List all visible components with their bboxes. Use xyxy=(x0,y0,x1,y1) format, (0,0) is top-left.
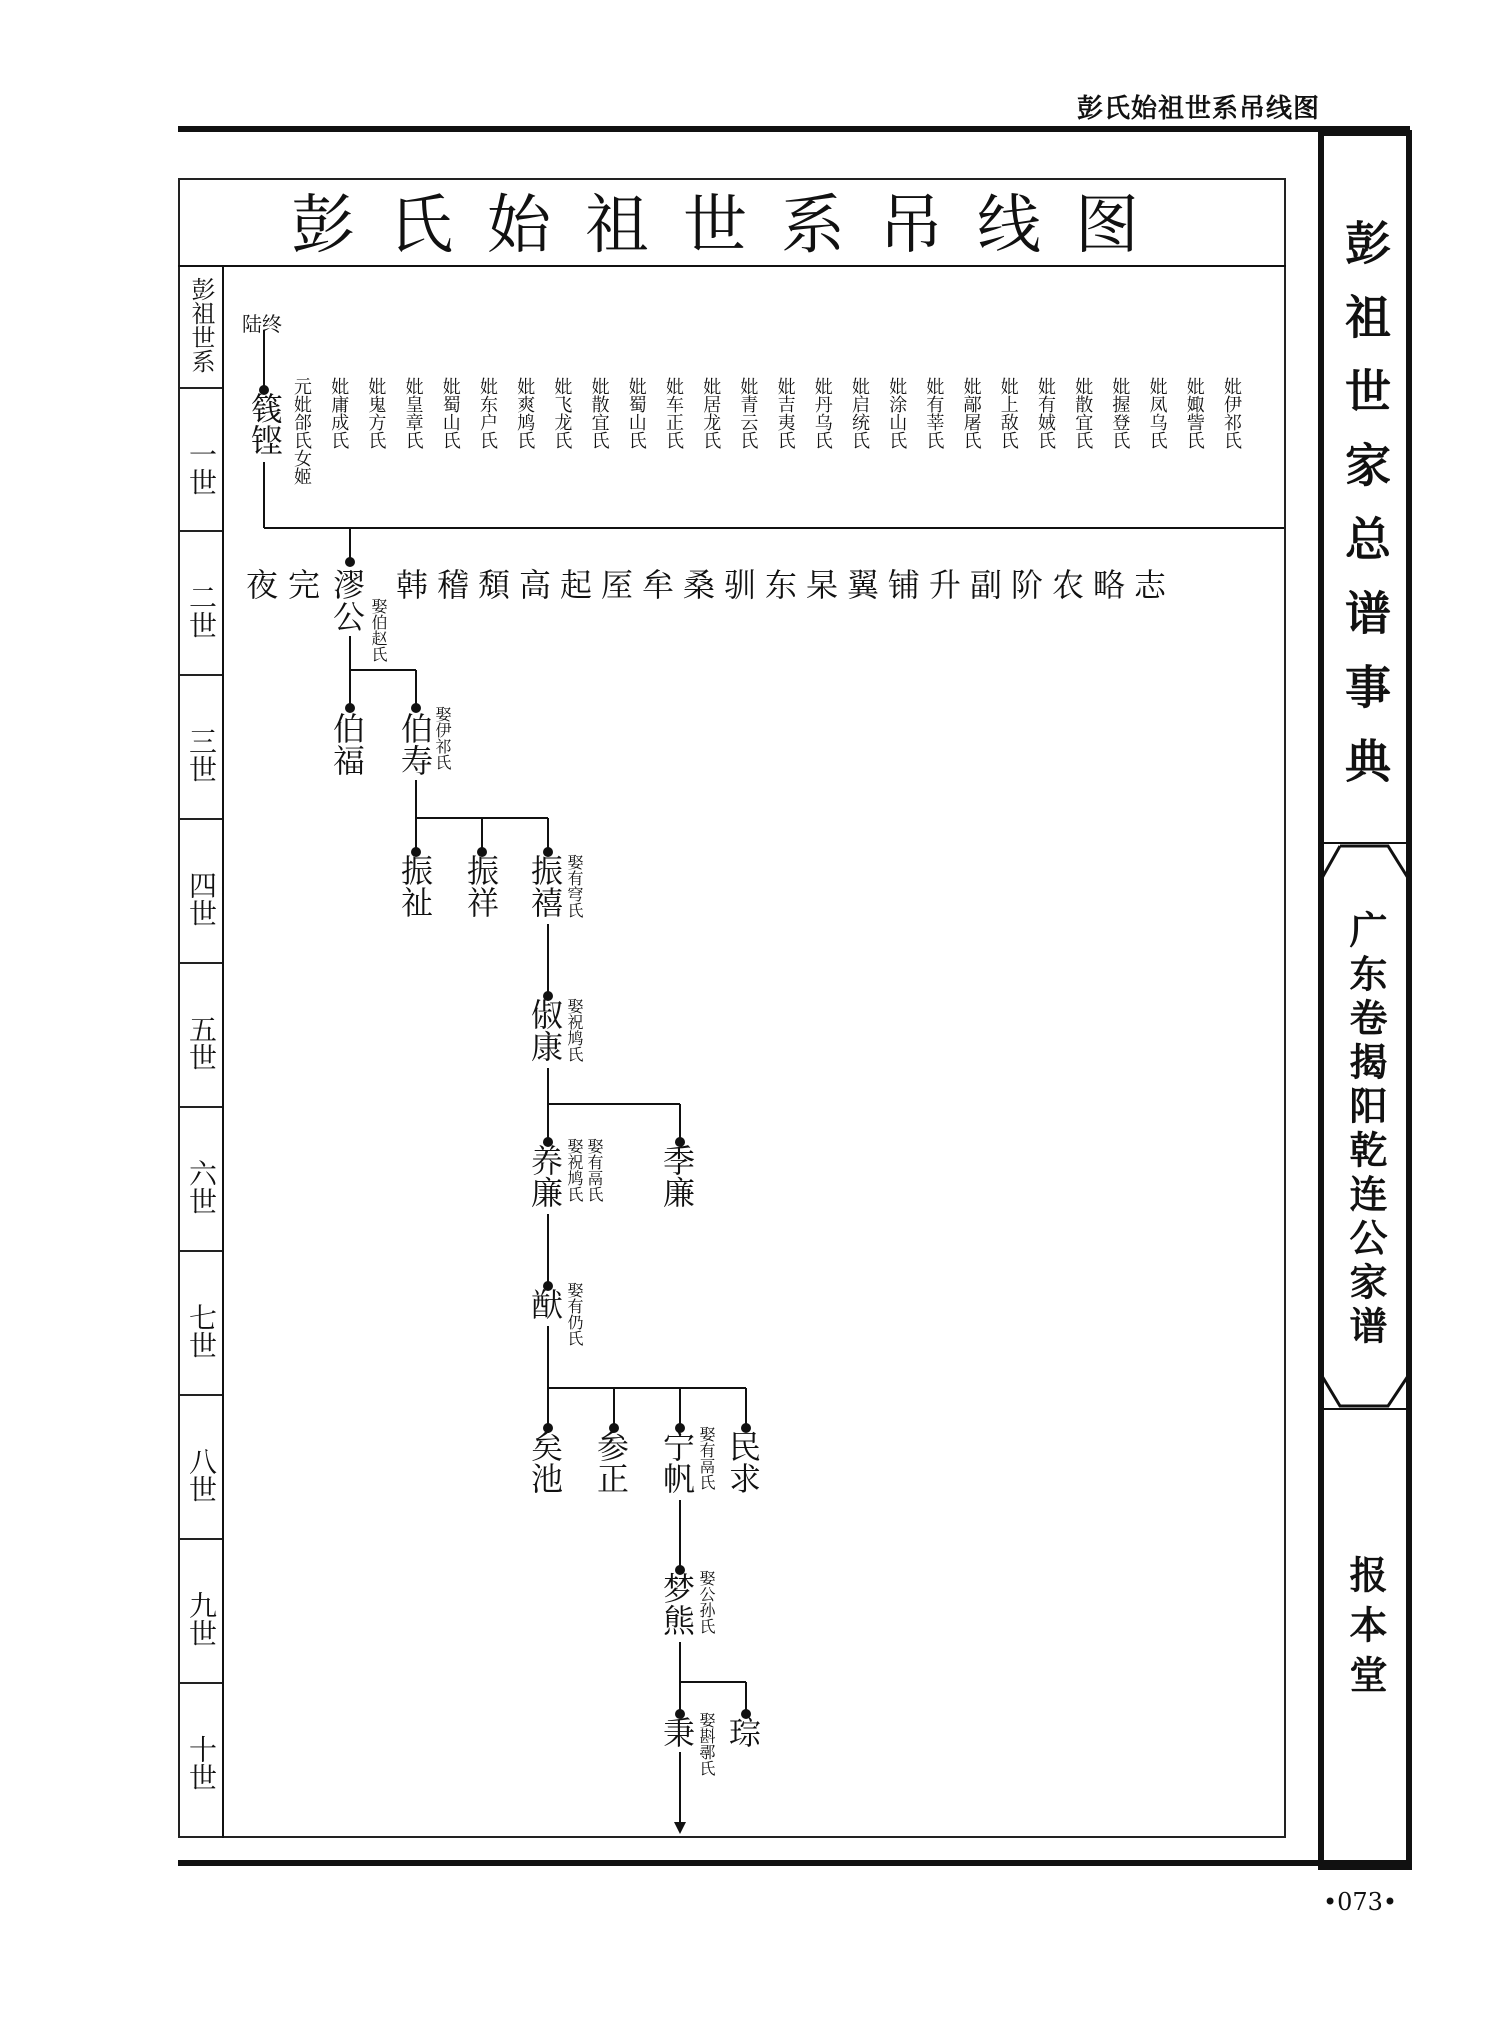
gen1-wife: 妣庸成氏 xyxy=(328,377,350,449)
generation-label-9: 九世 xyxy=(185,1591,218,1647)
gen4-person-2: 振祥 xyxy=(462,854,500,918)
gen1-wife: 妣青云氏 xyxy=(737,377,759,449)
gen5-person-1-note: 娶祝鸠氏 xyxy=(565,998,584,1062)
generation-label-2: 二世 xyxy=(185,583,218,639)
gen9-person-1-note: 娶公孙氏 xyxy=(697,1570,716,1634)
running-head: 彭氏始祖世系吊线图 xyxy=(1076,94,1320,124)
gen10-person-2: 琮 xyxy=(724,1716,762,1748)
gen2-siblings-right: 韩稽頽高起厔牟桑驯东杲翼铺升副阶农略志 xyxy=(396,566,1176,604)
generation-label-7: 七世 xyxy=(185,1303,218,1359)
gen2-main-note: 娶伯赵氏 xyxy=(369,598,388,662)
gen1-wife: 妣涂山氏 xyxy=(886,377,908,449)
gen1-wife: 妣吉夷氏 xyxy=(774,377,796,449)
gen1-wife: 元妣郃氏女姬 xyxy=(291,377,312,485)
continuation-arrowhead xyxy=(674,1822,686,1834)
gen8-person-1: 矣池 xyxy=(526,1430,564,1494)
generation-label-3: 三世 xyxy=(185,727,218,783)
gen4-person-3-note: 娶有穹氏 xyxy=(565,854,584,918)
gen1-name: 篯铿 xyxy=(246,392,284,456)
generation-label-1: 一世 xyxy=(185,440,218,496)
gen2-siblings-left: 夜完 xyxy=(246,566,331,604)
gen1-wife: 妣握登氏 xyxy=(1109,377,1131,449)
gen1-wife: 妣东户氏 xyxy=(477,377,498,449)
gen1-wife: 妣散宜氏 xyxy=(1072,377,1094,449)
gen3-person-1: 伯福 xyxy=(328,712,366,776)
gen1-wife: 妣有莘氏 xyxy=(923,377,945,449)
gen6-person-1: 养廉 xyxy=(526,1144,564,1208)
gen1-wife: 妣娵訾氏 xyxy=(1183,377,1205,449)
gen8-person-3: 宁帆 xyxy=(658,1430,696,1494)
gen1-wife: 妣鄗屠氏 xyxy=(960,377,982,449)
gen4-person-1: 振祉 xyxy=(396,854,434,918)
gen10-person-1: 秉 xyxy=(658,1716,696,1748)
side-title: 彭祖世家总谱事典 xyxy=(1338,219,1392,811)
gen1-wife: 妣飞龙氏 xyxy=(551,377,573,449)
gen1-wife: 妣鬼方氏 xyxy=(365,377,387,449)
generation-label-5: 五世 xyxy=(185,1015,218,1071)
gen1-wife: 妣皇章氏 xyxy=(402,377,424,449)
gen1-wife: 妣凤乌氏 xyxy=(1146,377,1168,449)
generation-label-10: 十世 xyxy=(185,1735,218,1791)
gen1-wife: 妣上敌氏 xyxy=(997,377,1019,449)
gen1-wife: 妣居龙氏 xyxy=(700,377,722,449)
lineage-node xyxy=(345,557,355,567)
gen7-person-1: 猷 xyxy=(526,1288,564,1320)
gen3-person-2: 伯寿 xyxy=(396,712,434,776)
gen1-wife: 妣蜀山氏 xyxy=(439,377,461,449)
chart-title: 彭氏始祖世系吊线图 xyxy=(291,189,1173,263)
gen2-main-name: 漻公 xyxy=(328,568,366,632)
page-number: •073• xyxy=(1322,1888,1398,1916)
gen1-wife: 妣伊祁氏 xyxy=(1221,377,1242,449)
gen1-wife: 妣蜀山氏 xyxy=(625,377,647,449)
gen6-person-1-note2: 娶祝鸠氏 xyxy=(565,1138,584,1202)
gen5-person-1: 俶康 xyxy=(526,998,564,1062)
generation-label-4: 四世 xyxy=(185,871,218,927)
gen1-wife: 妣爽鸠氏 xyxy=(514,377,536,449)
gen4-person-3: 振禧 xyxy=(526,854,564,918)
gen6-person-2: 季廉 xyxy=(658,1144,696,1208)
gen1-wife: 妣启统氏 xyxy=(849,377,870,449)
gen1-wife: 妣散宜氏 xyxy=(588,377,610,449)
gen9-person-1: 梦熊 xyxy=(658,1572,696,1636)
gen10-person-1-note: 娶斟鄩氏 xyxy=(697,1712,716,1776)
ancestor-name: 陆终 xyxy=(242,312,282,336)
gen8-person-4: 民求 xyxy=(724,1430,762,1494)
side-branch-title: 广东卷揭阳乾连公家谱 xyxy=(1343,910,1387,1350)
gen3-person-2-note: 娶伊祁氏 xyxy=(433,706,452,770)
side-hall-name: 报本堂 xyxy=(1343,1555,1387,1705)
generation-label-6: 六世 xyxy=(185,1159,218,1215)
gen1-wife: 妣车正氏 xyxy=(663,377,684,449)
gen6-person-1-note: 娶有鬲氏 xyxy=(585,1138,604,1202)
gen8-person-3-note: 娶有鬲氏 xyxy=(697,1426,716,1490)
gen8-person-2: 参正 xyxy=(592,1430,630,1494)
generation-header: 彭祖世系 xyxy=(187,277,215,373)
gen1-wife: 妣丹乌氏 xyxy=(811,377,833,449)
gen1-wife: 妣有娀氏 xyxy=(1035,377,1056,449)
generation-label-8: 八世 xyxy=(185,1447,218,1503)
gen7-person-1-note: 娶有仍氏 xyxy=(565,1282,584,1346)
